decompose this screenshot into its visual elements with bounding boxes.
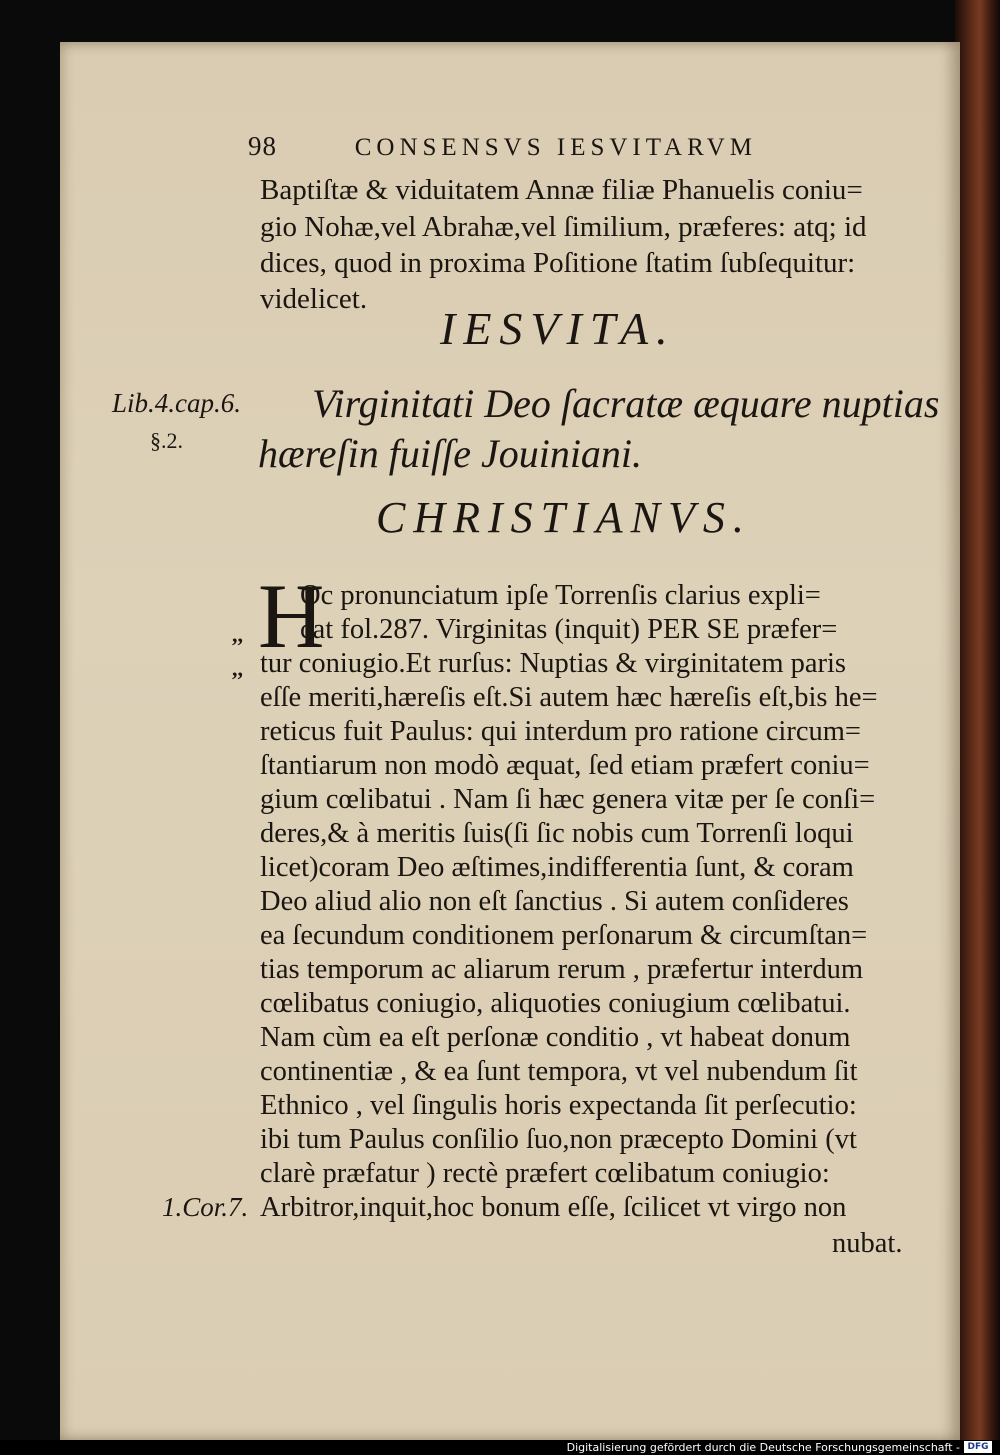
thesis-line: Virginitati Deo ſacratæ æquare nuptias: [312, 381, 940, 426]
drop-cap: H: [258, 565, 325, 667]
text-line: reticus fuit Paulus: qui interdum pro ratione circum=: [260, 716, 861, 747]
text-line: gium cœlibatui . Nam ſi hæc genera vitæ per ſe conſi=: [260, 784, 876, 815]
text-line: Nam cùm ea eſt perſonæ conditio , vt habeat donum: [260, 1022, 851, 1053]
text-line: tias temporum ac aliarum rerum , præfertur interdum: [260, 954, 864, 985]
quote-mark: ,,: [232, 656, 243, 681]
text-line: ea ſecundum conditionem perſonarum & circumſtan=: [260, 920, 868, 951]
margin-note: §.2.: [150, 428, 183, 453]
text-line: Arbitror,inquit,hoc bonum eſſe, ſcilicet vt virgo non: [260, 1192, 847, 1223]
text-line: ibi tum Paulus conſilio ſuo,non præcepto Domini (vt: [260, 1124, 857, 1155]
quote-mark: ,,: [232, 622, 243, 647]
text-line: Ethnico , vel ſingulis horis expectanda ſit perſecutio:: [260, 1090, 857, 1121]
text-line: cœlibatus coniugio, aliquoties coniugium cœlibatui.: [260, 988, 851, 1019]
text-line: clarè præfatur ) rectè præfert cœlibatum coniugio:: [260, 1158, 830, 1189]
running-title: CONSENSVS IESVITARVM: [354, 134, 758, 161]
margin-note: 1.Cor.7.: [162, 1192, 249, 1222]
text-line: Deo aliud alio non eſt ſanctius . Si autem conſideres: [260, 886, 849, 917]
text-line: Baptiſtæ & viduitatem Annæ filiæ Phanuelis coniu=: [260, 174, 863, 206]
text-line: gio Nohæ,vel Abrahæ,vel ſimilium, præferes: atq; id: [260, 211, 867, 243]
text-line: videlicet.: [260, 283, 368, 315]
text-line: Oc pronunciatum ipſe Torrenſis clarius expli=: [300, 580, 821, 611]
text-line: ſtantiarum non modò æquat, ſed etiam præfert coniu=: [260, 750, 870, 781]
text-line: deres,& à meritis ſuis(ſi ſic nobis cum Torrenſi loqui: [260, 818, 854, 849]
catchword: nubat.: [832, 1228, 903, 1259]
text-line: tur coniugio.Et rurſus: Nuptias & virginitatem paris: [260, 648, 847, 679]
text-line: licet)coram Deo æſtimes,indifferentia ſunt, & coram: [260, 852, 854, 883]
margin-note: Lib.4.cap.6.: [112, 388, 242, 418]
text-line: eſſe meriti,hæreſis eſt.Si autem hæc hæreſis eſt,bis he=: [260, 682, 878, 713]
text-line: cat fol.287. Virginitas (inquit) PER SE præfer=: [300, 614, 838, 645]
running-head: [248, 131, 757, 162]
book-edge: [955, 0, 1000, 1440]
section-heading-christianus: CHRISTIANVS.: [376, 493, 752, 542]
text-line: dices, quod in proxima Poſitione ſtatim ſubſequitur:: [260, 247, 856, 279]
thesis-line: hæreſin fuiſſe Jouiniani.: [258, 431, 643, 476]
dfg-logo-icon: DFG: [964, 1441, 992, 1453]
footer-credit: Digitalisierung gefördert durch die Deutsche Forschungsgemeinschaft -: [566, 1441, 960, 1454]
section-heading-jesuita: IESVITA.: [440, 303, 676, 354]
text-line: continentiæ , & ea ſunt tempora, vt vel nubendum ſit: [260, 1056, 858, 1087]
page-number: 98: [248, 131, 277, 161]
